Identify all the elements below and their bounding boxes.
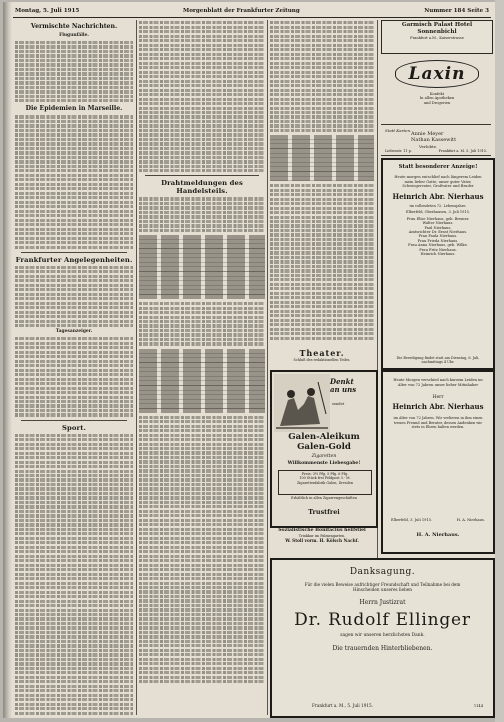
- theater-section: [270, 348, 374, 366]
- engagement-name: Annie Meyer: [411, 131, 444, 137]
- engagement-status: Verlobte.: [419, 144, 438, 149]
- galen-brand: Galen-Aleikum Galen-Gold: [288, 432, 360, 452]
- galen-kind: Zigaretten: [311, 454, 337, 459]
- section-subheading: Flugunfälle.: [59, 33, 89, 38]
- death-notice-company: [381, 370, 495, 554]
- article-body: [139, 197, 265, 232]
- notice-description: im Alter von 72 Jahren. Wir verlieren in ihm einen treuen Freund und Berater, dessen Andenken wir stets in Ehren halten werden.: [393, 416, 483, 430]
- mourner: Frau Fritz Nierhaus.: [419, 247, 457, 252]
- mourner: Frau Paula Nierhaus.: [418, 234, 458, 239]
- notice-age: im vollendeten 72. Lebensjahre.: [409, 203, 467, 208]
- masthead-page-number: Nummer 184 Seite 3: [424, 8, 489, 14]
- article-body: [139, 302, 265, 346]
- galen-prices: Preis: 3½ Pfg. 5 Pfg. 6 Pfg. 100 Stück frei Feldpost 3.- M. Zigarettenfabrik Galen, Dresden: [278, 470, 372, 495]
- thanks-notice: [270, 558, 495, 718]
- engagement-label: Statt Karten.: [385, 128, 412, 133]
- engagement-name: Nathan Kassewitt: [411, 137, 457, 143]
- masthead: [13, 6, 491, 18]
- newspaper-page: [3, 2, 495, 718]
- bonifacius-company: W. Stoll vorm. H. Kölsch Nachf.: [285, 538, 359, 543]
- mourner: Amtsrichter Dr. Ernst Nierhaus.: [408, 230, 468, 234]
- mourner: Heinrich Nierhaus.: [420, 252, 456, 257]
- galen-headline: Denkt an uns: [330, 377, 357, 394]
- mourner: Frau Anna Nierhaus, geb. Wilke.: [408, 243, 468, 248]
- market-table: [139, 235, 265, 299]
- galen-send: sendet: [332, 402, 345, 406]
- galen-slogan: Willkommenste Liebesgabe!: [287, 461, 361, 466]
- article-body: [15, 266, 133, 327]
- page-edge-shadow: [495, 0, 504, 722]
- section-heading: Vermischte Nachrichten.: [30, 23, 118, 30]
- engagement-address: Liebenstr. 11 p.: [385, 149, 412, 153]
- bonifacius-ad: [270, 528, 374, 554]
- section-heading: Sport.: [62, 423, 86, 432]
- mourners-list: [383, 217, 493, 257]
- bonifacius-title: Sozialistische Bonifacius hellStiel: [278, 528, 366, 533]
- mourner: Paul Nierhaus.: [424, 225, 452, 230]
- notice-text: Heute morgen entschlief nach längerem Leiden mein lieber Gatte, unser guter Vater, Schwiegervater, Großvater und Bruder: [394, 175, 482, 189]
- column-rule: [267, 20, 268, 715]
- notice-heading: Statt besonderer Anzeige!: [398, 164, 478, 170]
- masthead-title: Morgenblatt der Frankfurter Zeitung: [183, 8, 300, 14]
- thanks-text: Für die vielen Beweise aufrichtiger Freundschaft und Teilnahme bei dem Hinscheiden unseres lieben: [304, 582, 461, 593]
- garmisch-hotel-ad: [381, 20, 493, 54]
- galen-trustfree: Trustfrei: [308, 508, 340, 516]
- laxin-text: Konfekt In allen Apotheken und Drogerien: [419, 92, 455, 105]
- mourner: Frau Frieda Nierhaus.: [417, 238, 459, 243]
- theater-heading: Theater.: [299, 348, 345, 358]
- section-subheading: Tagesanzeiger.: [55, 329, 93, 335]
- thanks-gratitude: sagen wir unseren herzlichsten Dank.: [340, 632, 425, 638]
- section-heading: Die Epidemien in Marseille.: [25, 105, 123, 113]
- mourner: Walter Nierhaus.: [422, 221, 454, 226]
- galen-availability: Erhältlich in allen Zigarrengeschäften: [291, 496, 357, 500]
- editorial-end-note: Schluß des redaktionellen Teiles.: [293, 358, 351, 362]
- article-body: [270, 184, 374, 340]
- death-notice-family: [381, 158, 495, 370]
- thanks-code: 1144: [473, 704, 483, 708]
- engagement-place-date: Frankfurt a. M. 5. Juli 1915.: [438, 149, 487, 153]
- laxin-logo: Laxin: [395, 60, 479, 88]
- column-news: [15, 20, 133, 715]
- bonifacius-sub: Trinkkur im Palmengarten.: [298, 534, 346, 538]
- market-table: [139, 349, 265, 413]
- market-table: [270, 135, 374, 181]
- soldiers-illustration: [274, 374, 330, 432]
- column-commerce: [139, 20, 265, 715]
- column-markets: [270, 20, 374, 360]
- deceased-name: Heinrich Abr. Nierhaus: [392, 191, 484, 201]
- funeral-details: Die Beerdigung findet statt am Dienstag, 6. Juli, nachmittags 4 Uhr.: [396, 355, 480, 364]
- notice-company: H. A. Nierhaus.: [456, 518, 485, 522]
- page-binding-shadow: [3, 2, 12, 718]
- article-body: [15, 337, 133, 416]
- article-body: [15, 115, 133, 248]
- laxin-ad: [381, 54, 491, 120]
- garmisch-title: Garmisch Palast Hotel Sonnenbichl: [401, 22, 473, 35]
- notice-footer: [391, 518, 485, 522]
- thanks-signature: Die trauernden Hinterbliebenen.: [332, 644, 433, 652]
- article-body: [139, 21, 265, 172]
- thanks-heading: Danksagung.: [349, 567, 416, 577]
- article-body: [15, 434, 133, 715]
- article-body: [15, 41, 133, 102]
- article-body: [139, 416, 265, 684]
- garmisch-address: Frankfurt a.M., Kaiserstrasse: [410, 36, 464, 40]
- thanks-place-date: Frankfurt a. M., 5. Juli 1915.: [312, 703, 374, 708]
- thanks-name: Dr. Rudolf Ellinger: [294, 609, 471, 630]
- notice-place-date: Elberfeld, 3. Juli 1915.: [391, 518, 433, 522]
- mourner: Frau Elise Nierhaus, geb. Bremer.: [406, 216, 470, 221]
- notice-signature: H. A. Nierhaus.: [416, 532, 460, 538]
- section-heading: Frankfurter Angelegenheiten.: [15, 255, 133, 264]
- section-heading: Drahtmeldungen des Handelsteils.: [161, 179, 243, 196]
- column-rule: [136, 20, 137, 715]
- galen-cigarette-ad: [270, 370, 378, 528]
- notice-title: Herr: [432, 395, 444, 401]
- masthead-date: Montag, 5. Juli 1915: [15, 8, 80, 14]
- notice-place-date: Elberfeld, Oberhausen, 3. Juli 1915.: [406, 210, 470, 215]
- engagement-notice: [381, 124, 491, 156]
- article-body: [270, 21, 374, 132]
- thanks-title: Herrn Justizrat: [359, 598, 406, 606]
- deceased-name: Heinrich Abr. Nierhaus: [392, 402, 484, 412]
- notice-text: Heute Morgen verschied nach kurzem Leiden im Alter von 72 Jahren unser lieber Mitinhaber: [393, 378, 483, 387]
